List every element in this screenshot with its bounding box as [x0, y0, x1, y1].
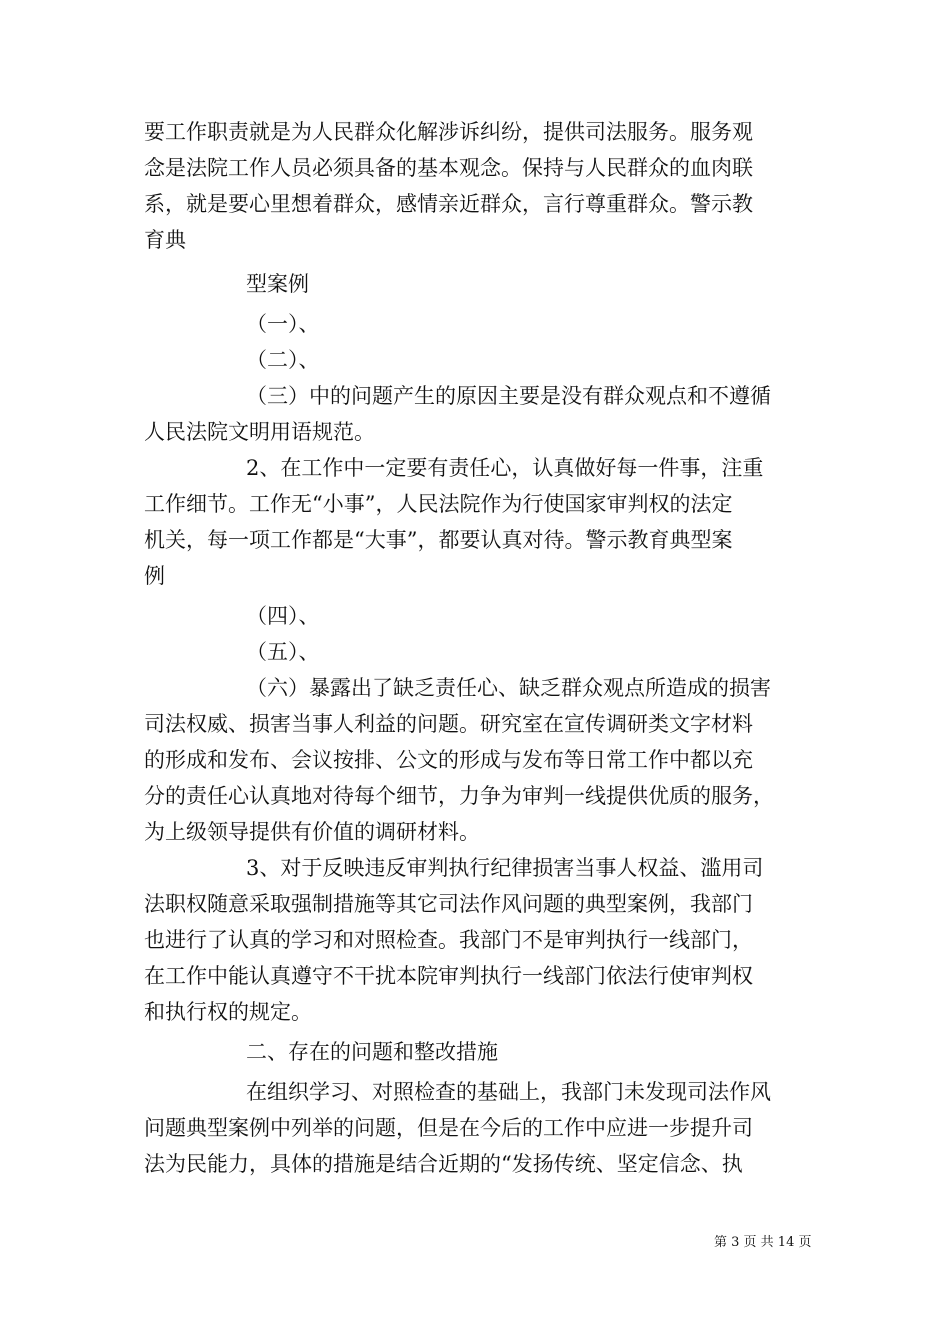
list-item: （二）、: [246, 348, 320, 372]
body-text-line: 司法权威、损害当事人利益的问题。研究室在宣传调研类文字材料: [144, 712, 753, 736]
section-heading: 二、存在的问题和整改措施: [246, 1040, 498, 1064]
body-text-line: 念是法院工作人员必须具备的基本观念。保持与人民群众的血肉联: [144, 156, 753, 180]
body-text-line: 系，就是要心里想着群众，感情亲近群众，言行尊重群众。警示教: [144, 192, 753, 216]
page-number: 第 3 页 共 14 页: [714, 1235, 812, 1250]
list-item: （三）中的问题产生的原因主要是没有群众观点和不遵循: [246, 384, 771, 408]
list-item: （五）、: [246, 640, 320, 664]
body-text-line: 的形成和发布、会议按排、公文的形成与发布等日常工作中都以充: [144, 748, 753, 772]
paragraph-start: 2、在工作中一定要有责任心，认真做好每一件事，注重: [246, 456, 764, 480]
paragraph-start: 在组织学习、对照检查的基础上，我部门未发现司法作风: [246, 1080, 771, 1104]
list-item: （四）、: [246, 604, 320, 628]
body-text-line: 和执行权的规定。: [144, 1000, 312, 1024]
body-text-line: 育典: [144, 228, 186, 252]
paragraph-start: 3、对于反映违反审判执行纪律损害当事人权益、滥用司: [246, 856, 764, 880]
body-text-line: 分的责任心认真地对待每个细节，力争为审判一线提供优质的服务，: [144, 784, 774, 808]
list-item: （六）暴露出了缺乏责任心、缺乏群众观点所造成的损害: [246, 676, 771, 700]
body-text-line: 法为民能力，具体的措施是结合近期的“发扬传统、坚定信念、执: [144, 1152, 743, 1176]
body-text-line: 法职权随意采取强制措施等其它司法作风问题的典型案例，我部门: [144, 892, 753, 916]
body-text-line: 在工作中能认真遵守不干扰本院审判执行一线部门依法行使审判权: [144, 964, 753, 988]
list-item: （一）、: [246, 312, 320, 336]
body-text-line: 例: [144, 564, 165, 588]
body-text-line: 要工作职责就是为人民群众化解涉诉纠纷，提供司法服务。服务观: [144, 120, 753, 144]
body-text-line: 问题典型案例中列举的问题，但是在今后的工作中应进一步提升司: [144, 1116, 753, 1140]
body-text-line: 为上级领导提供有价值的调研材料。: [144, 820, 480, 844]
body-text-line: 机关，每一项工作都是“大事”，都要认真对待。警示教育典型案: [144, 528, 733, 552]
body-text-line: 人民法院文明用语规范。: [144, 420, 375, 444]
body-text-line: 型案例: [246, 272, 309, 296]
body-text-line: 工作细节。工作无“小事”，人民法院作为行使国家审判权的法定: [144, 492, 733, 516]
body-text-line: 也进行了认真的学习和对照检查。我部门不是审判执行一线部门，: [144, 928, 753, 952]
